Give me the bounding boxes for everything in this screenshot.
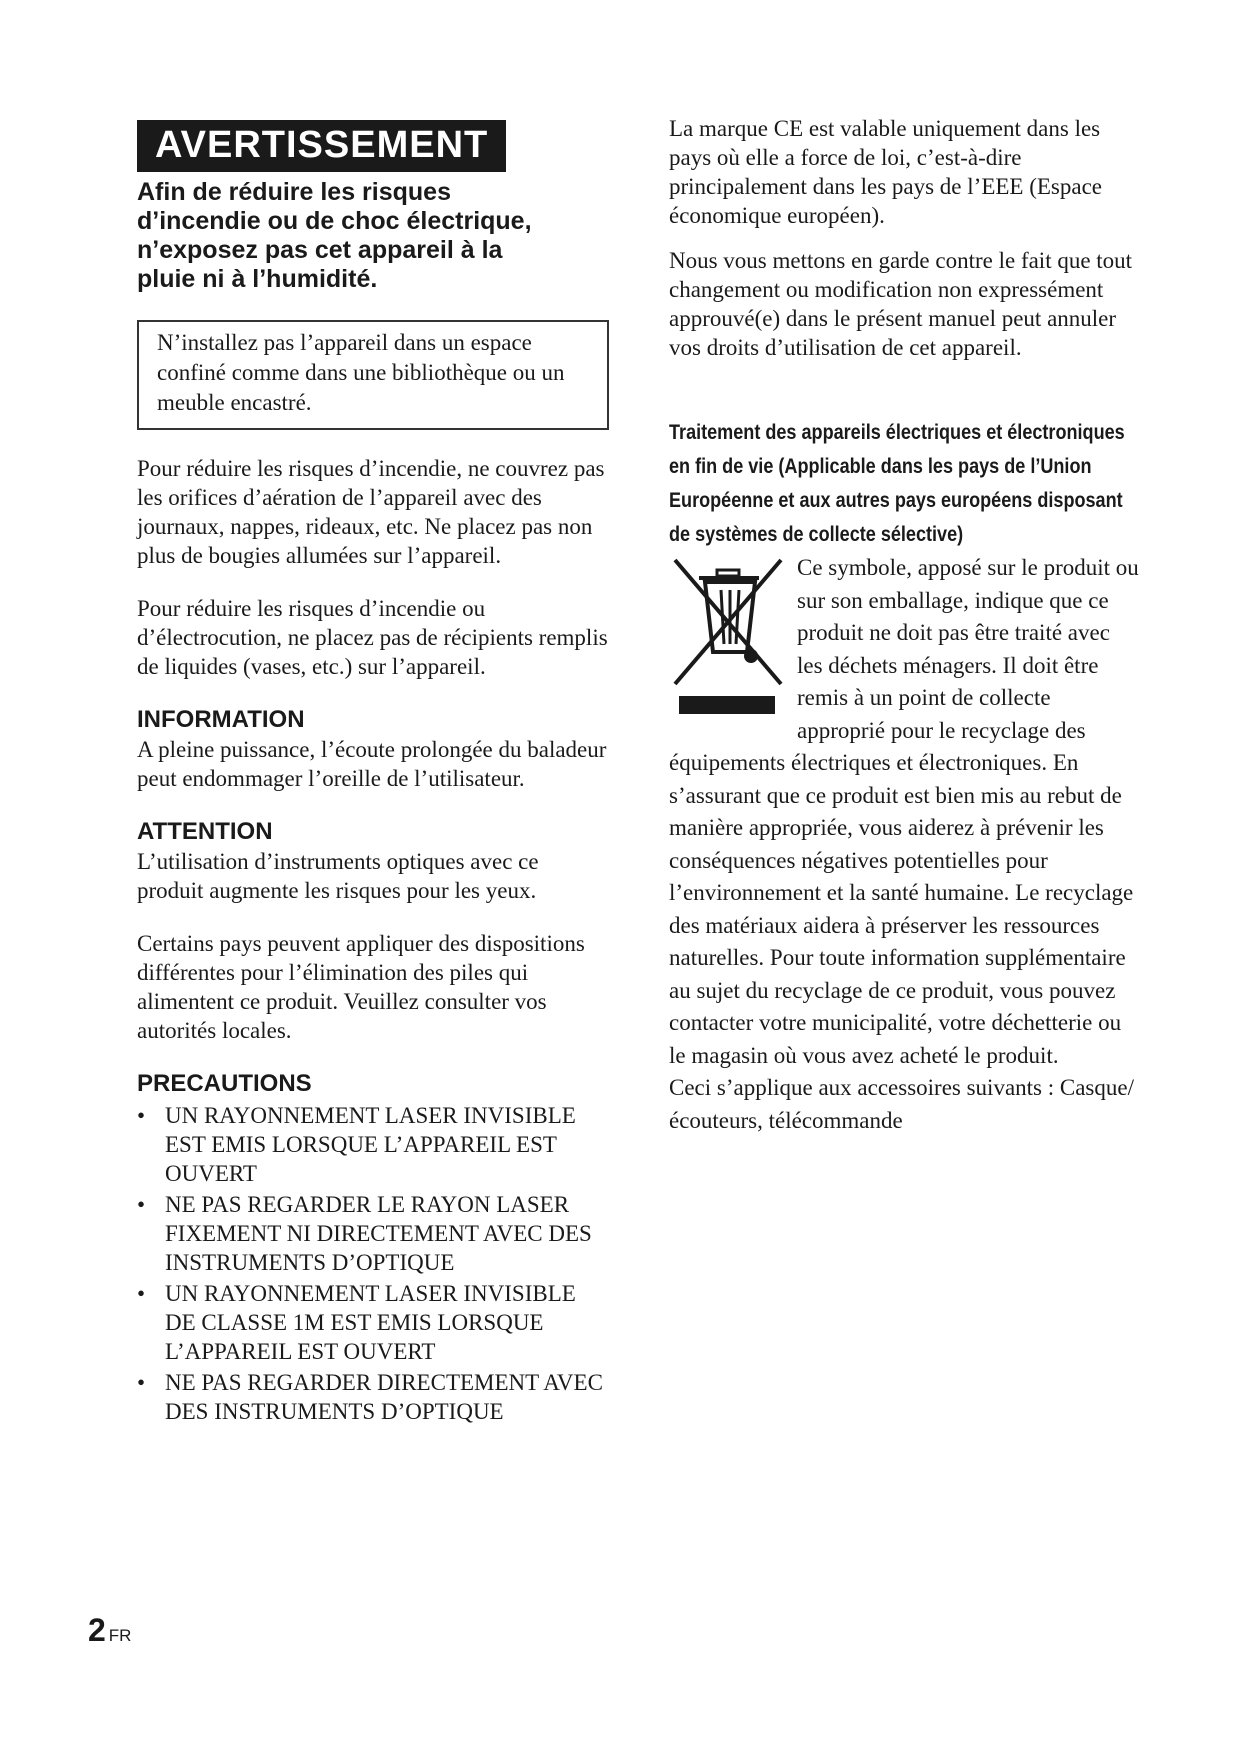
fire-ventilation-paragraph: Pour réduire les risques d’incendie, ne couvrez pas les orifices d’aération de l’appareil avec des journaux, nappes, rideaux, etc. Ne placez pas non plus de bougies allumées sur l’appareil. — [137, 456, 605, 568]
precaution-text: NE PAS REGARDER DIRECTEMENT AVEC DES INSTRUMENTS D’OPTIQUE — [165, 1370, 603, 1424]
disposal-section — [669, 552, 1139, 1137]
bullet-mark: • — [137, 1103, 146, 1128]
attention-text: L’utilisation d’instruments optiques avec ce produit augmente les risques pour les yeux. — [137, 849, 539, 903]
warning-title: AVERTISSEMENT — [137, 120, 506, 172]
precaution-text: UN RAYONNEMENT LASER INVISIBLE EST EMIS LORSQUE L’APPAREIL EST OUVERT — [165, 1103, 576, 1186]
bullet-mark: • — [137, 1370, 146, 1395]
right-column — [669, 114, 1139, 1137]
precautions-list — [137, 1101, 609, 1426]
crossed-bin-icon — [669, 556, 787, 716]
warning-subtitle: Afin de réduire les risques d’incendie ou de choc électrique, n’exposez pas cet appareil à la pluie ni à l’humidité. — [137, 178, 532, 293]
ce-mark-paragraph: La marque CE est valable uniquement dans les pays où elle a force de loi, c’est-à-dire principalement dans les pays de l’EEE (Espace économique européen). — [669, 116, 1103, 228]
page-language: FR — [108, 1626, 132, 1645]
disposal-heading: Traitement des appareils électriques et électroniques en fin de vie (Applicable dans les pays de l’Union Européenne et aux autres pays européens disposant de systèmes de collecte sélective) — [669, 421, 1125, 546]
installation-notice-box: N’installez pas l’appareil dans un espace confiné comme dans une bibliothèque ou un meuble encastré. — [137, 320, 609, 430]
accessories-text: Ceci s’applique aux accessoires suivants : Casque/écouteurs, télécommande — [669, 1075, 1134, 1133]
left-column — [137, 120, 609, 1426]
bullet-mark: • — [137, 1192, 146, 1217]
page-number-value: 2 — [88, 1612, 106, 1648]
list-item — [137, 1368, 609, 1426]
precaution-text: NE PAS REGARDER LE RAYON LASER FIXEMENT NI DIRECTEMENT AVEC DES INSTRUMENTS D’OPTIQUE — [165, 1192, 592, 1275]
information-heading: INFORMATION — [137, 706, 305, 733]
list-item — [137, 1279, 609, 1366]
batteries-paragraph: Certains pays peuvent appliquer des dispositions différentes pour l’élimination des piles qui alimentent ce produit. Veuillez consulter vos autorités locales. — [137, 931, 585, 1043]
attention-heading: ATTENTION — [137, 818, 273, 845]
page-number — [88, 1612, 131, 1649]
information-text: A pleine puissance, l’écoute prolongée du baladeur peut endommager l’oreille de l’utilisateur. — [137, 737, 607, 791]
liquids-paragraph: Pour réduire les risques d’incendie ou d’électrocution, ne placez pas de récipients remplis de liquides (vases, etc.) sur l’appareil. — [137, 596, 608, 679]
bullet-mark: • — [137, 1281, 146, 1306]
list-item — [137, 1190, 609, 1277]
disposal-text: Ce symbole, apposé sur le produit ou sur son emballage, indique que ce produit ne doit pas être traité avec les déchets ménagers. Il doit être remis à un point de collecte approprié pour le recyclage des équipements électriques et électroniques. En s’assurant que ce produit est bien mis au rebut de manière appropriée, vous aiderez à prévenir les conséquences négatives potentielles pour l’environnement et la santé humaine. Le recyclage des matériaux aidera à préserver les ressources naturelles. Pour toute information supplémentaire au sujet du recyclage de ce produit, vous pouvez contacter votre municipalité, votre déchetterie ou le magasin où vous avez acheté le produit. — [669, 555, 1139, 1068]
list-item — [137, 1101, 609, 1188]
modification-warning-paragraph: Nous vous mettons en garde contre le fait que tout changement ou modification non expressément approuvé(e) dans le présent manuel peut annuler vos droits d’utilisation de cet appareil. — [669, 248, 1133, 360]
precautions-heading: PRECAUTIONS — [137, 1070, 312, 1097]
precaution-text: UN RAYONNEMENT LASER INVISIBLE DE CLASSE 1M EST EMIS LORSQUE L’APPAREIL EST OUVERT — [165, 1281, 576, 1364]
